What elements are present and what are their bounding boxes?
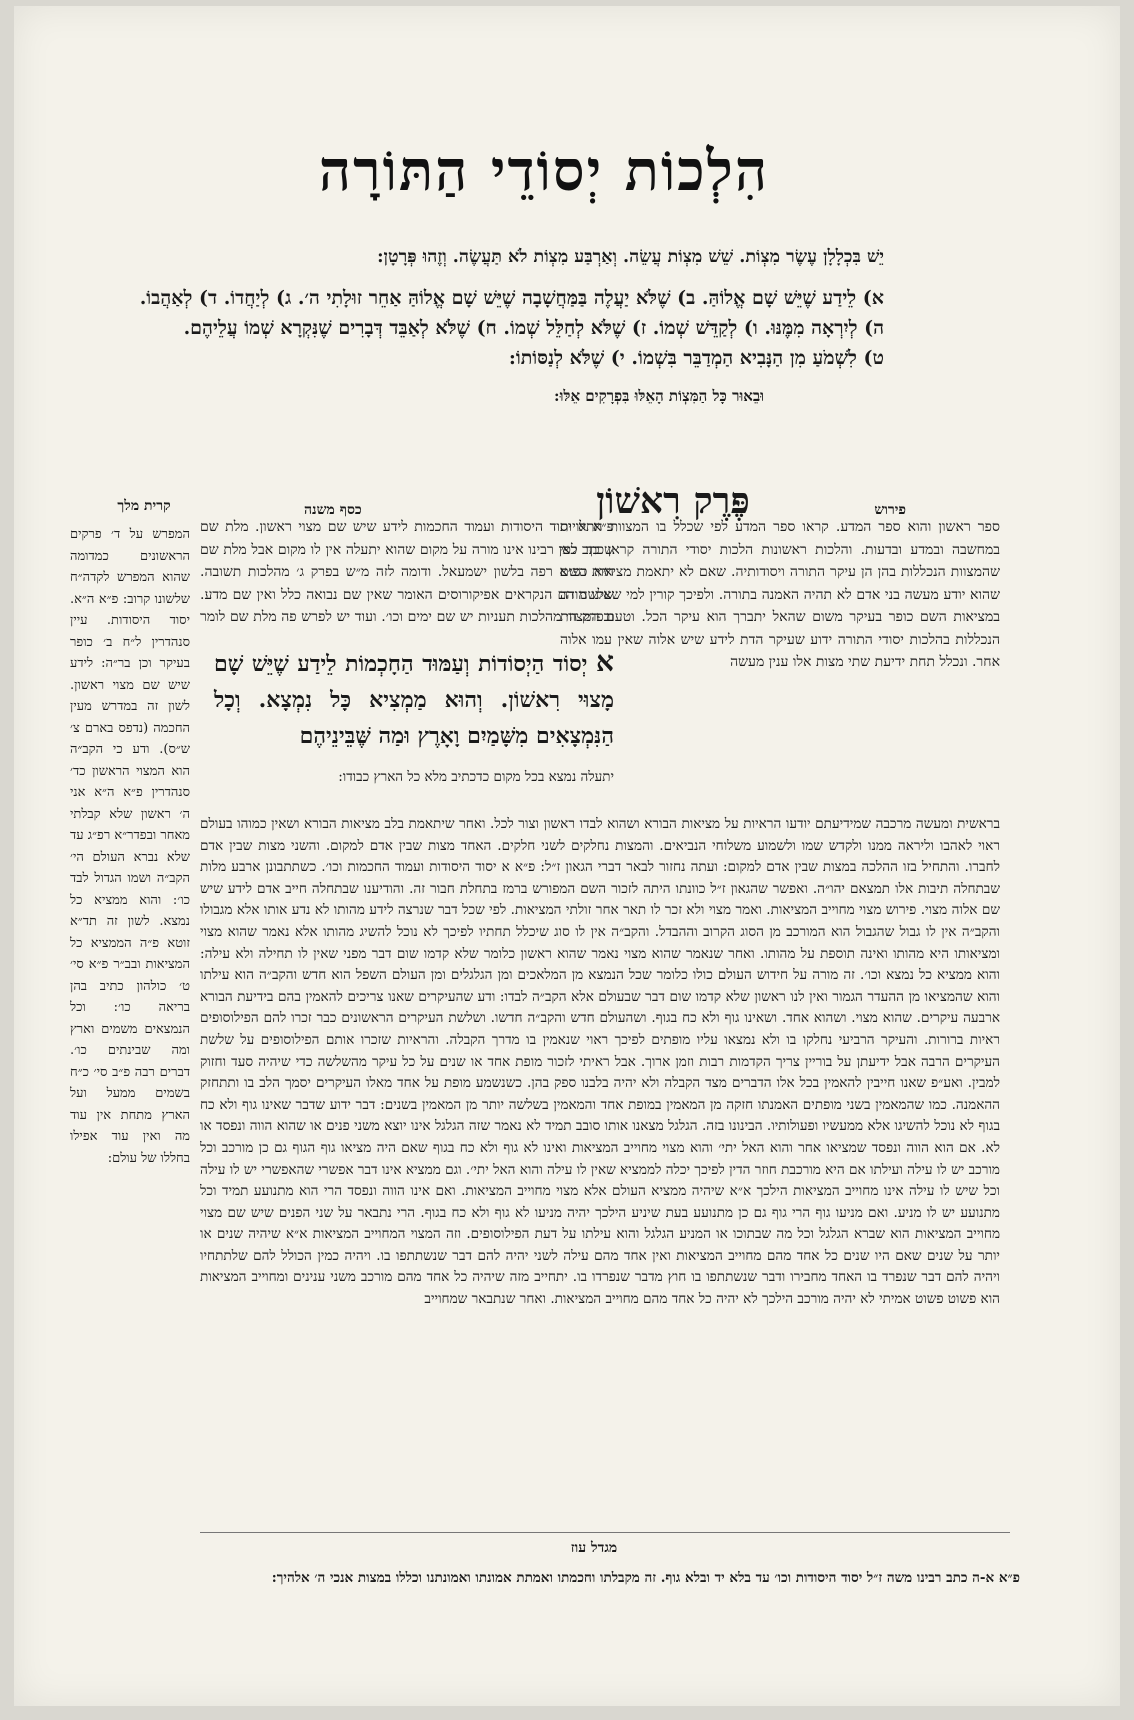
halakha-body: יְסוֹד הַיְסוֹדוֹת וְעַמּוּד הַחָכְמוֹת לֵידַע שֶׁיֵּשׁ שָׁם מָצוּי רִאשׁוֹן. וְהוּא מַמְצִיא כָּל נִמְצָא. וְכָל הַנִּמְצָאִים מִשָּׁמַיִם וָאָרֶץ וּמַה שֶּׁבֵּינֵיהֶם <box>214 651 614 749</box>
intro-closing: וּבֵאוּר כָּל הַמִּצְוֹת הָאֵלּוּ בִּפְרָקִים אֵלּוּ: <box>554 387 764 405</box>
peirush-body: בראשית ומעשה מרכבה שמידיעתם יודעו הראיות על מציאות הבורא ושהוא לבדו ראשון וצור לכל. ואחר שיתאמת בלב מציאות הבורא ושאין כמוהו בעולם ראוי לאהבו וליראה ממנו ולקדש שמו ולשמוע משלוחי הנביאים. והמצות נחלקים לשני חלקים. האחד מצות שבין אדם למקום. והשני מצות שבין אדם לחברו. והתחיל בזו ההלכה במצות שבין אדם למקום: ועתה נחזור לבאר דברי הגאון ז״ל: פ״א א יסוד היסודות ועמוד החכמות וכו׳. כשתתבונן ארבע מלות שבתחלה תיבות אלו תמצאם יהו״ה. ואפשר שהגאון ז״ל כוונתו היתה לזכור השם המפורש ברמז בתחלת חבור זה. והודיענו שבתחלה חייב אדם לידע שיש שם אלוה מצוי. פירוש מצוי מחוייב המציאות. ואמר מצוי ולא זכר לו תאר אחר זולתי המציאות. לפי שכל דבר שנרצה לידע מהותו לא נדע אותו אלא מגבולו והקב״ה אין לו גבול שהגבול הוא המורכב מן הסוג הקרוב וההבדל. והקב״ה אין לו סוג שיכלל תחתיו לפיכך לא נוכל להשיג מהותו אלא נאמר שהוא מצוי ומציאותו היא מהותו ואינה תוספת על מהותו. ואחר שנאמר שהוא מצוי נאמר שהוא ראשון כלומר שלא קדמו שום דבר מפני שאין לו תחילה ולא עילה: והוא ממציא כל נמצא וכו׳. זה מורה על חידוש העולם כולו כלומר שכל הנמצא מן המלאכים ומן הגלגלים ומן העולם השפל הוא חדש והקב״ה הוא עילתו והוא שהמציאו מן ההעדר הגמור ואין לנו ראשון שלא קדמו שום דבר שבעולם אלא הקב״ה לבדו: ודע שהעיקרים שאנו צריכים להאמין בהם בידיעת הבורא ארבעה עיקרים. שהוא מצוי. ושהוא אחד. ושאינו גוף ולא כח בגוף. ושהעולם חדש והקב״ה חדשו. ושלשת העיקרים הראשונים כבר זכרו להם הפילוסופים ראיות ברורות. והעיקר הרביעי נחלקו בו ולא נמצאו עליו מופתים לפיכך ראוי שנאמין בו מדרך הקבלה. והראיות שזכרו אותם הפילוסופים על שלשת העיקרים הרבה אבל ידיעתן על בוריין צריך הקדמות רבות וזמן ארוך. אבל ראיתי לזכור מופת אחד או שנים על כל עיקר מהשלשה כדי שיהיה סעד וחזוק למבין. ואע״פ שאנו חייבין להאמין בכל אלו הדברים מצד הקבלה ולא יהיה בלבנו ספק בהן. כשנשמע מופת על אחד מאלו העיקרים יסמך הלב בו ותתחזק ההאמנה. כמו שהמאמין בשני מופתים האמנתו חזקה מן המאמין במופת אחד והמאמין בשלשה יותר מן המאמין בשנים: דבר ידוע שדבר שאינו גוף ולא כח בגוף לא נוכל להשיגו אלא ממעשיו ופעולותיו. הבינונו בזה. הגלגל מצאנו אותו סובב תמיד לא נאמר שזה הגלגל אינו יוצא משני פנים או שהוא הווה ונפסד או לא. אם הוא הווה ונפסד שמציאו אחר והוא האל יתי׳ והוא מצוי מחוייב המציאות ואינו לא גוף ולא כח בגוף שאם היה מציאו גוף הגוף גם כן מורכב וכל מורכב יש לו עילה ועילתו אם היא מורכבת חוזר הדין לפיכך יכלה לממציא שאין לו עילה והוא האל יתי׳. וגם ממציא אינו דבר אפשרי שהאפשרי יש לו עילה וכל שיש לו עילה אינו מחוייב המציאות הילכך א״א שיהיה ממציא העולם אלא מצוי מחוייב המציאות. ואם אינו הווה ונפסד הרי הוא מתנועע תמיד וכל מתנועע יש לו מניע. ואם מניעו גוף הרי גוף גם כן מתנועע בעת שיניע הילכך יהיה מניעו לא גוף ולא כח בגוף. הרי נתבאר על שני הפנים שיש שם מצוי מחוייב המציאות הוא שברא הגלגל וכל מה שבתוכו או המניע הגלגל והוא עילתו על דעת הפילוסופים. וזה המצוי המחוייב המציאות א״א שיהיה שנים או יותר על שנים שאם היו שנים כל אחד מהם מחוייב המציאות ואין אחד מהם עילה לשני יהיה להם דבר שנשתתפו בו. ויהיה כמין הכולל להם שלתתחיו ויהיה להם דבר שנפרד בו האחד מחבירו ודבר שנשתתפו בו חוץ מדבר שנפרדו בו. יתחייב מזה שיהיה כל אחד מהם מורכב משני ענינים ומחוייב המציאות הוא פשוט פשוט אמיתי לא יהיה מורכב הילכך לא יהיה כל אחד מהם מחוייב המציאות. ואחר שנתבאר שמחוייב <box>200 816 1000 1308</box>
chapter-title: פֶּרֶק רִאשׁוֹן <box>596 480 750 522</box>
mitzvot-list-line: א) לֵידַע שֶׁיֵּשׁ שָׁם אֱלוֹהַּ. ב) שֶׁלֹּא יַעֲלֶה בַּמַּחֲשָׁבָה שֶׁיֵּשׁ שָׁם אֱלוֹהַּ אַחֵר זוּלָתִי ה׳. ג) לְיַחֲדוֹ. ד) לְאַהֲבוֹ. <box>139 287 884 309</box>
peirush-heading: פירוש <box>874 502 906 518</box>
kesef-mishne-continuation: יתעלה נמצא בכל מקום כדכתיב מלא כל הארץ כבודו: <box>338 769 614 785</box>
kiryat-melech-commentary: המפרש על ד׳ פרקים הראשונים כמדומה שהוא המפרש לקדה״ח שלשונו קרוב: פ״א ה״א. יסוד היסודות. עיין סנהדרין ל״ח ב׳ כופר בעיקר וכן בר״ה: לידע שיש שם מצוי ראשון. לשון זה במדרש מעין החכמה (נדפס בארם צ׳ ש״ס). ודע כי הקב״ה הוא המצוי הראשון כד׳ סנהדרין פ״א ה״א אני ה׳ ראשון שלא קבלתי מאחר ובפדר״א רפ״ג עד שלא נברא העולם הי׳ הקב״ה ושמו הגדול לבד כו׳: והוא ממציא כל נמצא. לשון זה תד״א זוטא פ״ה הממציא כל המציאות ובב״ר פ״א סי׳ ט׳ כולהון כתיב בהן בריאה כו׳: וכל הנמצאים משמים וארץ ומה שבינתים כו׳. דברים רבה פ״ב סי׳ כ״ח בשמים ממעל ועל הארץ מתחת אין עוד מה ואין עוד אפילו בחללו של עולם: <box>70 527 190 1166</box>
mitzvot-list-line: ט) לִשְׁמֹעַ מִן הַנָּבִיא הַמְדַבֵּר בִּשְׁמוֹ. י) שֶׁלֹּא לְנַסּוֹתוֹ: <box>508 347 884 369</box>
migdal-oz-commentary: פ״א א-ה כתב רבינו משה ז״ל יסוד היסודות וכו׳ עד בלא יד ובלא גוף. זה מקבלתו וחכמתו ואמתת אמונתו ואמונתנו וכללו במצות אנכי ה׳ אלהיך: <box>271 1570 1020 1586</box>
page <box>14 6 1120 1706</box>
mitzvot-list <box>139 283 884 373</box>
intro-count-line: יֵשׁ בִּכְלָלָן עֶשֶׂר מִצְוֹת. שֵׁשׁ מִצְוֹת עֲשֵׂה. וְאַרְבַּע מִצְוֹת לֹא תַּעֲשֶׂה. וְזֶהוּ פְּרָטָן: <box>377 247 884 267</box>
mitzvot-list-line: ה) לְיִרְאָה מִמֶּנּוּ. ו) לְקַדֵּשׁ שְׁמוֹ. ז) שֶׁלֹּא לְחַלֵּל שְׁמוֹ. ח) שֶׁלֹּא לְאַבֵּד דְּבָרִים שֶׁנִּקְרָא שְׁמוֹ עֲלֵיהֶם. <box>183 317 884 339</box>
migdal-oz-heading: מגדל עוז <box>570 1540 618 1556</box>
halakha-text <box>214 644 614 754</box>
halakha-letter: א <box>596 645 614 678</box>
kiryat-melech-heading: קרית מלך <box>117 498 171 514</box>
peirush-commentary: ספר ראשון והוא ספר המדע. קראו ספר המדע לפי שכלל בו המצוות התלויות במחשבה ובמדע ובדעות. והלכות ראשונות הלכות יסודי התורה קראן כך לפי שהמצוות הנכללות בהן הן עיקר התורה ויסודותיה. שאם לא יתאמת מציאות השם שהוא יודע מעשה בני אדם לא תהיה האמנה בתורה. ולפיכך קורין למי שאינו מודה במציאות השם כופר בעיקר משום שהאל יתברך הוא עיקר הכל. וטעם המצוות הנכללות בהלכות יסודי התורה ידוע שעיקר הדת לידע שיש אלוה שאין עמו אלוה אחר. ונכלל תחת ידיעת שתי מצות אלו ענין מעשה <box>560 519 1000 670</box>
kesef-mishne-commentary: פ״א א יסוד היסודות ועמוד החכמות לידע שיש שם מצוי ראשון. מלת שם שכתב כאן רבינו אינו מורה על מקום שהוא יתעלה אין לו מקום אבל מלת שם היא כפ״א רפה בלשון ישמעאל. ודומה לזה מ״ש בפרק ג׳ מהלכות תשובה. שלשה הם הנקראים אפיקורוסים האומר שאין שם נבואה כלל ואין שם מדע. ובפרק ה׳ מהלכות תעניות יש שם ימים וכו׳. ועוד יש לפרש פה מלת שם לומר <box>200 519 614 625</box>
kesef-mishne-heading: כסף משנה <box>304 502 362 518</box>
page-title: הִלְכוֹת יְסוֹדֵי הַתּוֹרָה <box>318 138 770 204</box>
divider <box>200 1532 1010 1533</box>
intro-section <box>139 244 884 410</box>
